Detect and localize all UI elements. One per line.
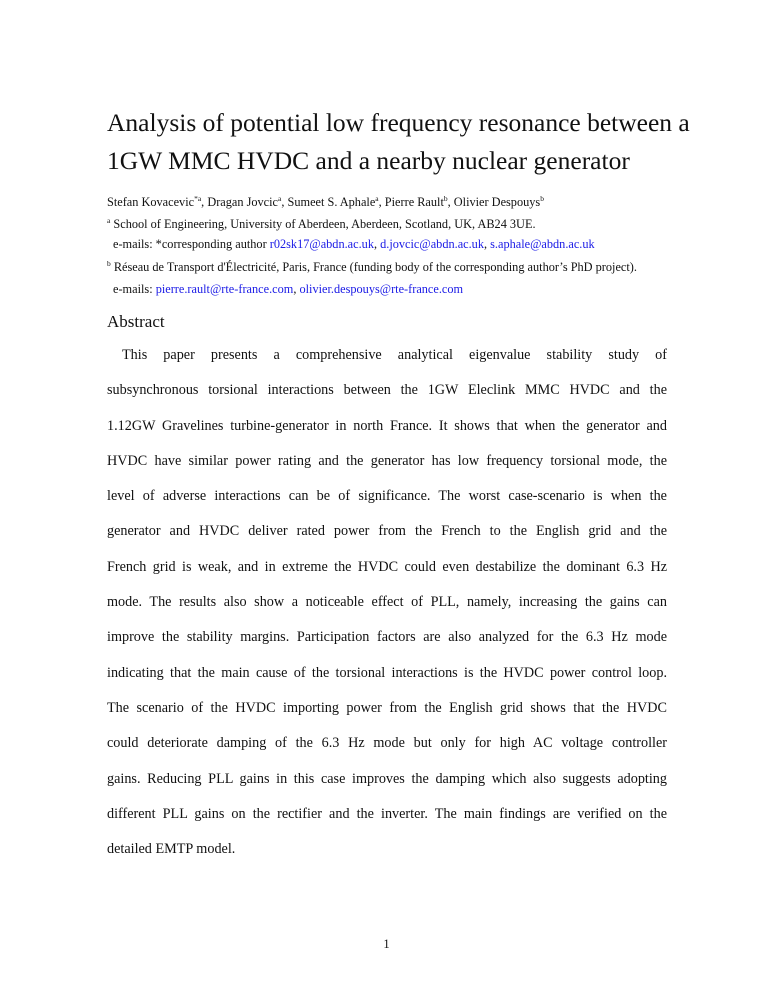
email-link[interactable]: d.jovcic@abdn.ac.uk [380,237,484,251]
abstract-line: The scenario of the HVDC importing power from the English grid shows that the HVDC [107,699,667,716]
abstract-line: mode. The results also show a noticeable effect of PLL, namely, increasing the gains can [107,594,667,611]
author-affiliation-mark: a [375,194,379,203]
abstract-line: 1.12GW Gravelines turbine-generator in north France. It shows that when the generator and [107,417,667,434]
affiliation-text: Réseau de Transport d'Électricité, Paris, France (funding body of the corresponding author’s PhD project). [110,260,637,274]
author-separator: , [201,195,208,209]
abstract-line: improve the stability margins. Participation factors are also analyzed for the 6.3 Hz mode [107,629,667,646]
email-link[interactable]: pierre.rault@rte-france.com [155,282,294,296]
email-link[interactable]: r02sk17@abdn.ac.uk [269,237,374,251]
affiliation-b-emails: e-mails: pierre.rault@rte-france.com, olivier.despouys@rte-france.com [113,282,464,296]
abstract-line: French grid is weak, and in extreme the HVDC could even destabilize the dominant 6.3 Hz [107,558,667,575]
author-separator: , [281,195,288,209]
author: Stefan Kovacevic [107,195,195,209]
author: Pierre Rault [384,195,444,209]
affiliation-a-emails: e-mails: *corresponding author r02sk17@abdn.ac.uk, d.jovcic@abdn.ac.uk, s.aphale@abdn.ac.uk [113,237,595,251]
abstract-line: HVDC have similar power rating and the generator has low frequency torsional mode, the [107,452,667,469]
abstract-line: generator and HVDC deliver rated power from the French to the English grid and the [107,523,667,540]
affiliation-b [107,259,637,275]
abstract-line: subsynchronous torsional interactions between the 1GW Eleclink MMC HVDC and the [107,382,667,399]
author: Olivier Despouys [453,195,541,209]
email-link[interactable]: s.aphale@abdn.ac.uk [490,237,595,251]
paper-title: Analysis of potential low frequency resonance between a 1GW MMC HVDC and a nearby nuclear generator [107,108,690,175]
page-number: 1 [383,937,390,951]
email-link[interactable]: olivier.despouys@rte-france.com [299,282,464,296]
author-affiliation-mark: *a [194,194,202,203]
author-affiliation-mark: b [443,194,448,203]
abstract-line: indicating that the main cause of the torsional interactions is the HVDC power control loop. [107,664,667,681]
author: Sumeet S. Aphale [287,195,376,209]
abstract-line: different PLL gains on the rectifier and the inverter. The main findings are verified on the [107,805,667,822]
author-list [107,194,544,210]
abstract-body [107,338,667,867]
abstract-heading: Abstract [107,312,165,331]
author-separator: , [447,195,454,209]
abstract-line: This paper presents a comprehensive analytical eigenvalue stability study of [122,347,667,363]
author-separator: , [378,195,385,209]
abstract-line: could deteriorate damping of the 6.3 Hz mode but only for high AC voltage controller [107,735,667,752]
author-affiliation-mark: b [540,194,544,203]
abstract-line: detailed EMTP model. [107,841,236,858]
author: Dragan Jovcic [207,195,279,209]
author-affiliation-mark: a [278,194,282,203]
affiliation-a [107,216,536,232]
emails-prefix: e-mails: *corresponding author [113,237,270,251]
emails-prefix: e-mails: [113,282,156,296]
abstract-line: gains. Reducing PLL gains in this case improves the damping which also suggests adopting [107,770,667,787]
affiliation-text: School of Engineering, University of Aberdeen, Aberdeen, Scotland, UK, AB24 3UE. [110,217,536,231]
affiliation-mark: b [107,259,111,268]
affiliation-mark: a [107,216,111,225]
abstract-line: level of adverse interactions can be of significance. The worst case-scenario is when the [107,488,667,505]
